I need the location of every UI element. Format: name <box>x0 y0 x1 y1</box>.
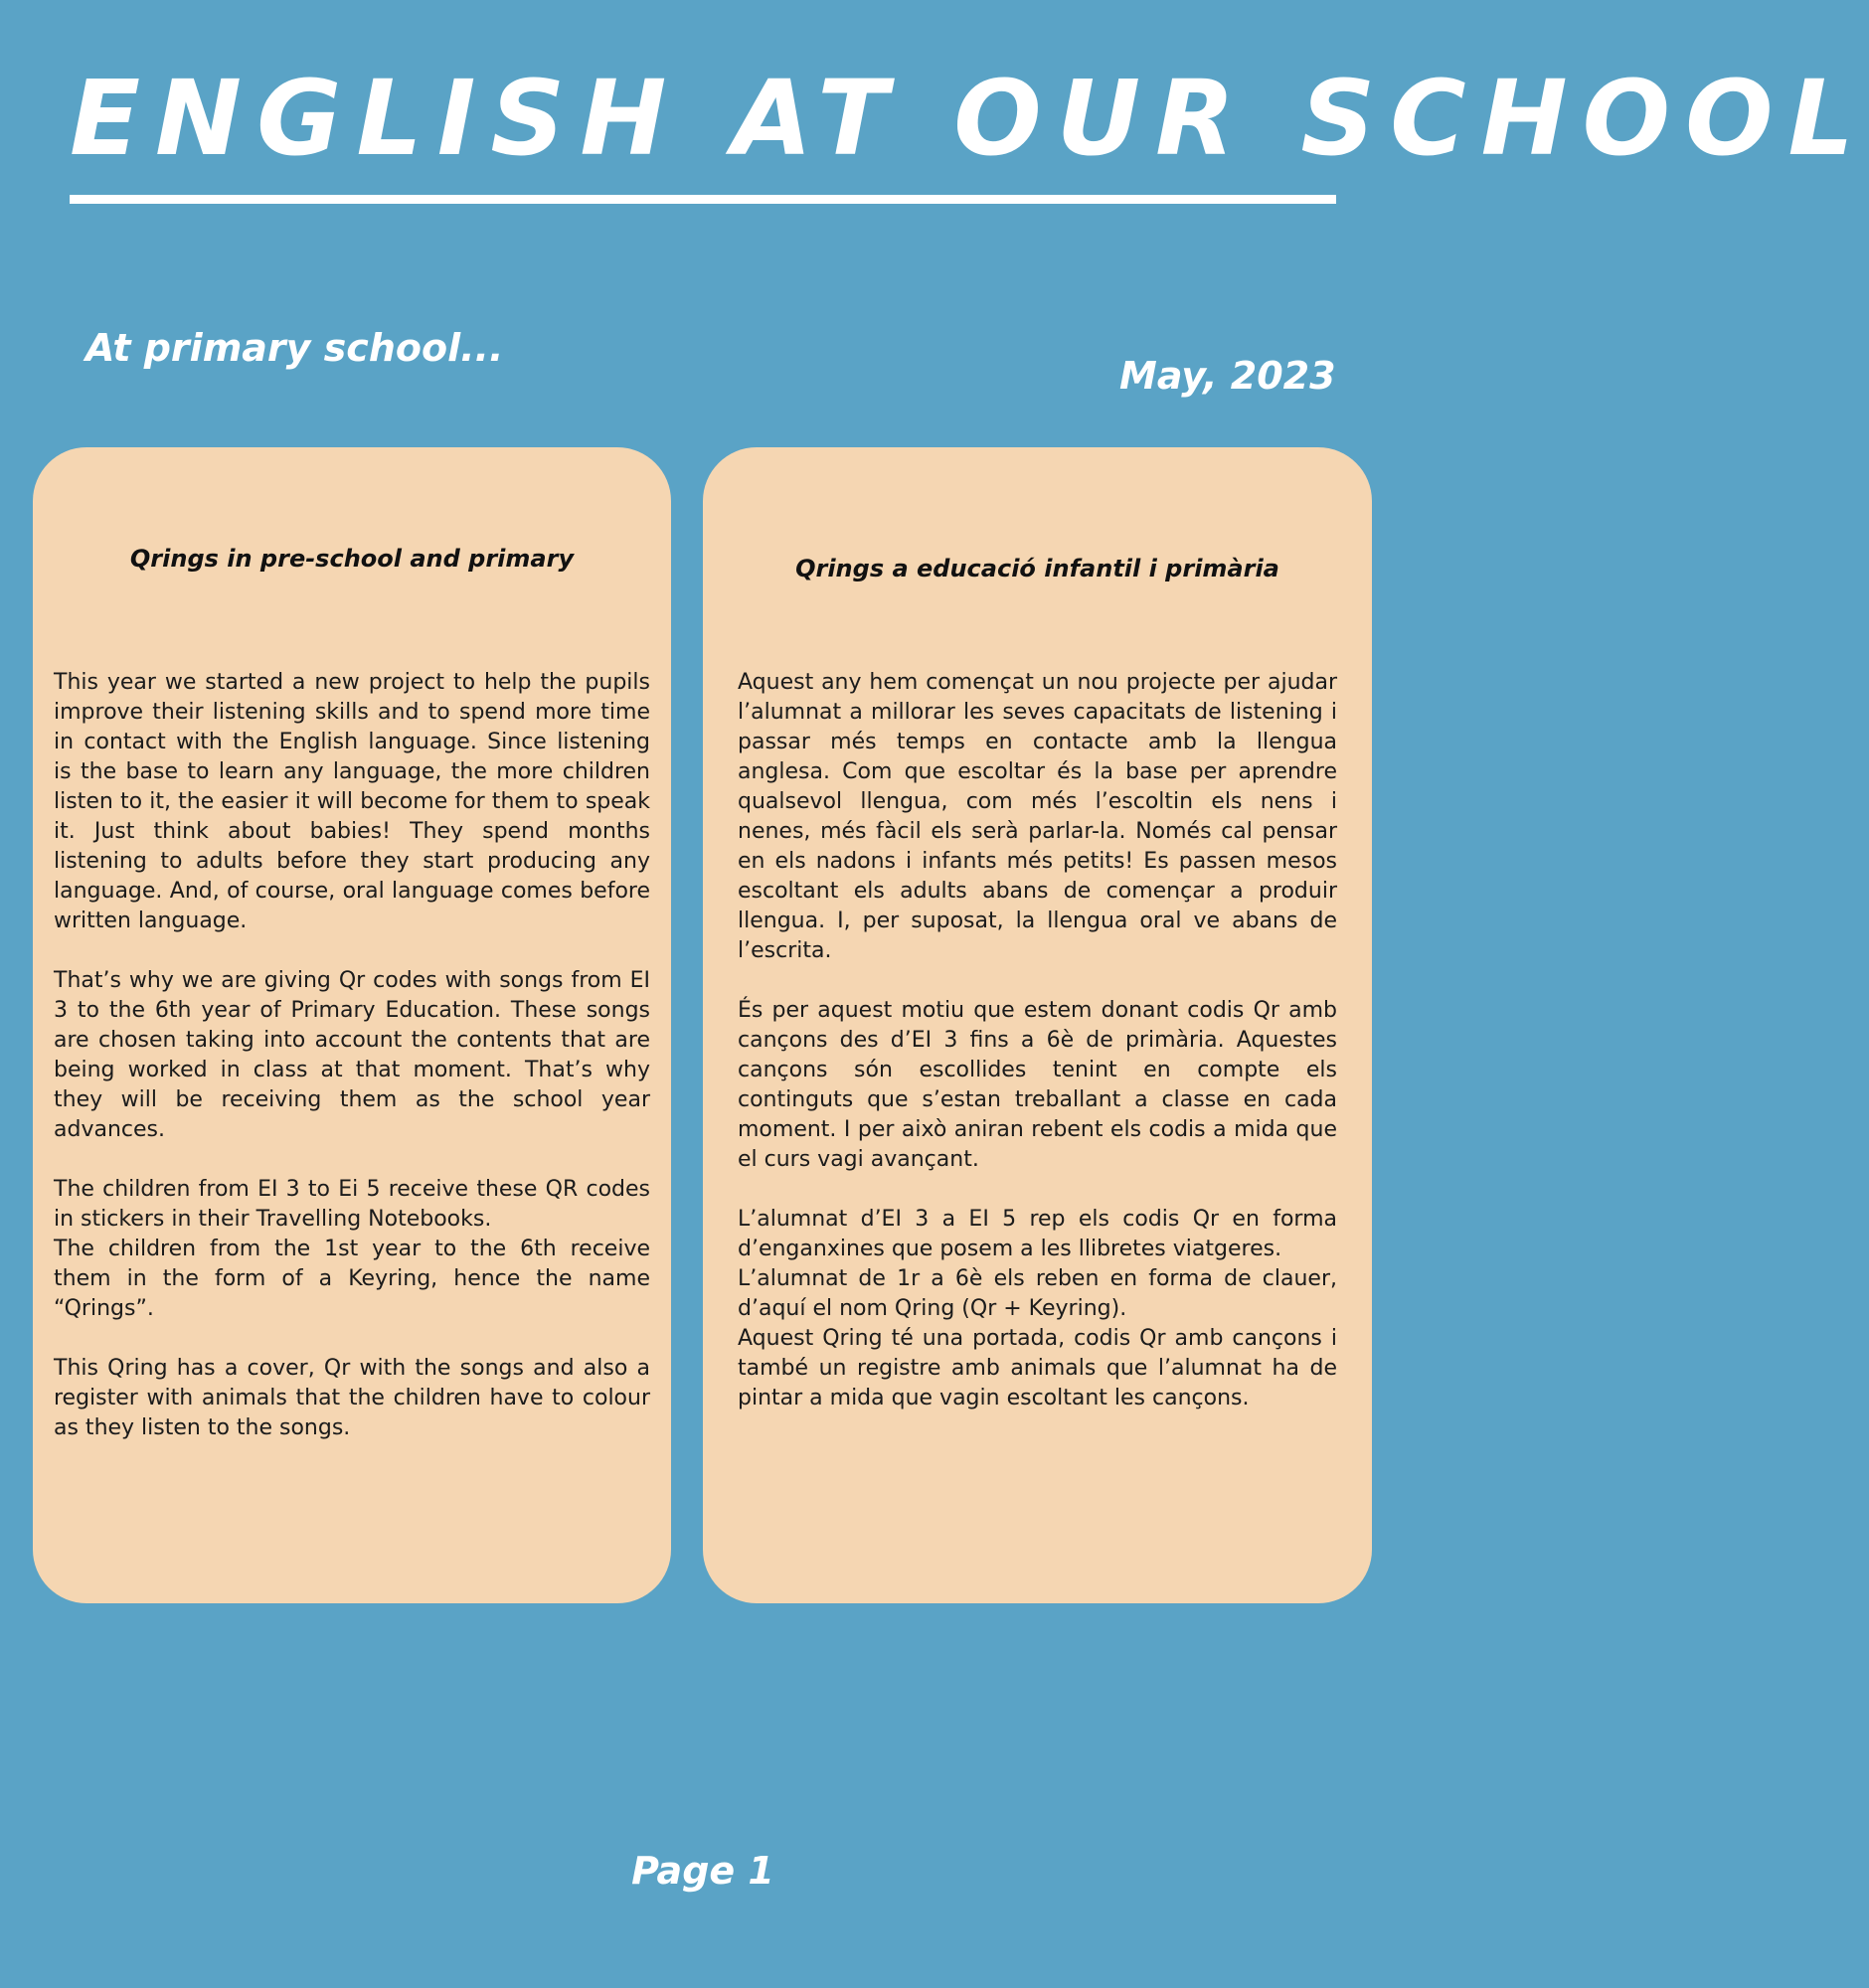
english-paragraph-5: This Qring has a cover, Qr with the songs and also a register with animals that the children have to colour as they listen to the songs. <box>54 1356 650 1440</box>
catalan-paragraph-1: Aquest any hem començat un nou projecte per ajudar l’alumnat a millorar les seves capacitats de listening i passar més temps en contacte amb la llengua anglesa. Com que escoltar és la base per aprendre qualsevol llengua, com més l’escoltin els nens i nenes, més fàcil els serà parlar-la. Només cal pensar en els nadons i infants més petits! Es passen mesos escoltant els adults abans de començar a produir llengua. I, per suposat, la llengua oral ve abans de l’escrita. <box>738 670 1337 963</box>
catalan-paragraph-3: L’alumnat d’EI 3 a EI 5 rep els codis Qr en forma d’enganxines que posem a les llibretes viatgeres. <box>738 1207 1337 1261</box>
catalan-paragraph-2: És per aquest motiu que estem donant codis Qr amb cançons des d’EI 3 fins a 6è de primària. Aquestes cançons són escollides tenint en compte els continguts que s’estan treballant a classe en cada moment. I per això aniran rebent els codis a mida que el curs vagi avançant. <box>738 998 1337 1172</box>
english-paragraph-1: This year we started a new project to help the pupils improve their listening skills and to spend more time in contact with the English language. Since listening is the base to learn any language, the more children listen to it, the easier it will become for them to speak it. Just think about babies! They spend months listening to adults before they start producing any language. And, of course, oral language comes before written language. <box>54 670 650 933</box>
catalan-article-card <box>703 447 1372 1603</box>
english-article-body <box>54 668 650 1473</box>
page-title: ENGLISH AT OUR SCHOOL <box>70 58 1869 179</box>
title-underline <box>70 195 1336 204</box>
catalan-paragraph-5: Aquest Qring té una portada, codis Qr amb cançons i també un registre amb animals que l’alumnat ha de pintar a mida que vagin escoltant les cançons. <box>738 1326 1337 1410</box>
english-paragraph-2: That’s why we are giving Qr codes with songs from EI 3 to the 6th year of Primary Education. These songs are chosen taking into account the contents that are being worked in class at that moment. That’s why they will be receiving them as the school year advances. <box>54 968 650 1142</box>
issue-date: May, 2023 <box>1119 354 1336 398</box>
page-number: Page 1 <box>631 1849 774 1893</box>
english-paragraph-3: The children from EI 3 to Ei 5 receive these QR codes in stickers in their Travelling Notebooks. <box>54 1177 650 1232</box>
english-article-heading: Qrings in pre-school and primary <box>129 545 575 573</box>
catalan-paragraph-4: L’alumnat de 1r a 6è els reben en forma de clauer, d’aquí el nom Qring (Qr + Keyring). <box>738 1266 1337 1321</box>
catalan-article-heading: Qrings a educació infantil i primària <box>795 555 1279 582</box>
english-article-card <box>33 447 671 1603</box>
english-paragraph-4: The children from the 1st year to the 6th receive them in the form of a Keyring, hence the name “Qrings”. <box>54 1237 650 1321</box>
catalan-article-body <box>738 668 1337 1443</box>
section-subtitle: At primary school... <box>85 326 504 370</box>
